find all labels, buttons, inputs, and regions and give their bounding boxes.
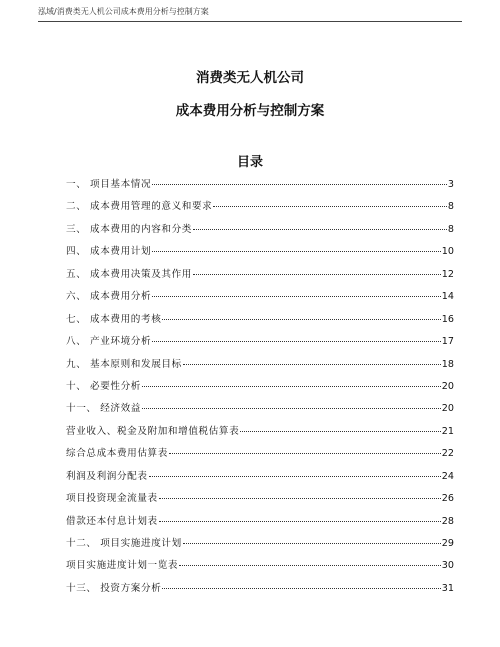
toc-entry-page: 20 (441, 380, 454, 392)
dot-leader (152, 184, 447, 185)
toc-entry-page: 14 (441, 291, 454, 303)
toc-entry-page: 18 (441, 358, 454, 370)
toc-entry-page: 10 (441, 246, 454, 258)
dot-leader (193, 274, 441, 275)
toc-entry[interactable] (66, 378, 454, 400)
toc-entry-label: 七、 成本费用的考核 (66, 313, 162, 325)
toc-entry[interactable] (66, 513, 454, 535)
toc-heading: 目录 (236, 155, 263, 170)
toc-entry-label: 六、 成本费用分析 (66, 291, 152, 303)
dot-leader (142, 386, 441, 387)
toc-entry[interactable] (66, 557, 454, 579)
toc-entry-label: 三、 成本费用的内容和分类 (66, 223, 192, 235)
toc-entry[interactable] (66, 445, 454, 467)
toc-entry-label: 一、 项目基本情况 (66, 179, 152, 190)
toc-entry[interactable] (66, 423, 454, 445)
dot-leader (169, 453, 441, 454)
toc-entry-label: 五、 成本费用决策及其作用 (66, 268, 192, 280)
toc-entry-label: 十三、 投资方案分析 (66, 582, 162, 594)
toc-entry-label: 项目投资现金流量表 (66, 493, 158, 505)
toc-entry-page: 20 (441, 403, 454, 415)
toc-entry-label: 九、 基本原则和发展目标 (66, 358, 182, 370)
toc-entry-page: 3 (447, 179, 454, 190)
toc-entry-page: 31 (441, 582, 454, 594)
dot-leader (213, 206, 447, 207)
toc-entry-page: 24 (441, 470, 454, 482)
toc-entry[interactable] (66, 490, 454, 512)
toc-entry[interactable] (66, 176, 454, 198)
toc-entry-label: 十二、 项目实施进度计划 (66, 538, 182, 549)
toc-entry-label: 营业收入、税金及附加和增值税估算表 (66, 425, 240, 437)
dot-leader (142, 408, 441, 409)
toc-entry-page: 28 (441, 515, 454, 527)
toc-entry-page: 30 (441, 560, 454, 572)
toc-entry-page: 26 (441, 493, 454, 505)
dot-leader (193, 229, 447, 230)
toc-entry[interactable] (66, 288, 454, 310)
dot-leader (179, 565, 441, 566)
running-header: 泓域/消费类无人机公司成本费用分析与控制方案 (38, 6, 462, 22)
dot-leader (183, 543, 441, 544)
toc-entry-page: 17 (441, 336, 454, 348)
toc-entry[interactable] (66, 333, 454, 355)
toc-entry[interactable] (66, 198, 454, 220)
dot-leader (159, 498, 441, 499)
toc-entry-page: 22 (441, 448, 454, 460)
document-title-line1: 消费类无人机公司 (196, 70, 304, 86)
toc-entry-page: 8 (447, 201, 454, 213)
toc-entry-page: 8 (447, 223, 454, 235)
dot-leader (159, 521, 441, 522)
toc-entry-label: 十一、 经济效益 (66, 403, 142, 415)
toc-entry[interactable] (66, 400, 454, 422)
toc-entry[interactable] (66, 243, 454, 265)
dot-leader (183, 364, 441, 365)
toc-entry[interactable] (66, 356, 454, 378)
toc-entry[interactable] (66, 535, 454, 557)
toc-entry-label: 八、 产业环境分析 (66, 336, 152, 348)
toc-entry[interactable] (66, 266, 454, 288)
dot-leader (240, 431, 440, 432)
toc-entry-page: 29 (441, 538, 454, 549)
toc-entry-label: 借款还本付息计划表 (66, 515, 158, 527)
dot-leader (162, 319, 440, 320)
dot-leader (152, 251, 441, 252)
toc-entry[interactable] (66, 311, 454, 333)
dot-leader (152, 341, 441, 342)
dot-leader (162, 588, 440, 589)
toc-entry-page: 21 (441, 425, 454, 437)
toc-entry[interactable] (66, 221, 454, 243)
toc-entry-label: 二、 成本费用管理的意义和要求 (66, 201, 213, 213)
toc-entry-label: 综合总成本费用估算表 (66, 448, 168, 460)
toc-entry-label: 利润及利润分配表 (66, 470, 148, 482)
toc-entry[interactable] (66, 580, 454, 602)
toc-entry[interactable] (66, 468, 454, 490)
toc-entry-page: 16 (441, 313, 454, 325)
toc-entry-page: 12 (441, 268, 454, 280)
toc-entry-label: 项目实施进度计划一览表 (66, 560, 179, 572)
toc-entry-label: 四、 成本费用计划 (66, 246, 152, 258)
table-of-contents (66, 176, 454, 602)
dot-leader (149, 476, 441, 477)
toc-entry-label: 十、 必要性分析 (66, 380, 142, 392)
dot-leader (152, 296, 441, 297)
document-title-line2: 成本费用分析与控制方案 (175, 103, 325, 119)
